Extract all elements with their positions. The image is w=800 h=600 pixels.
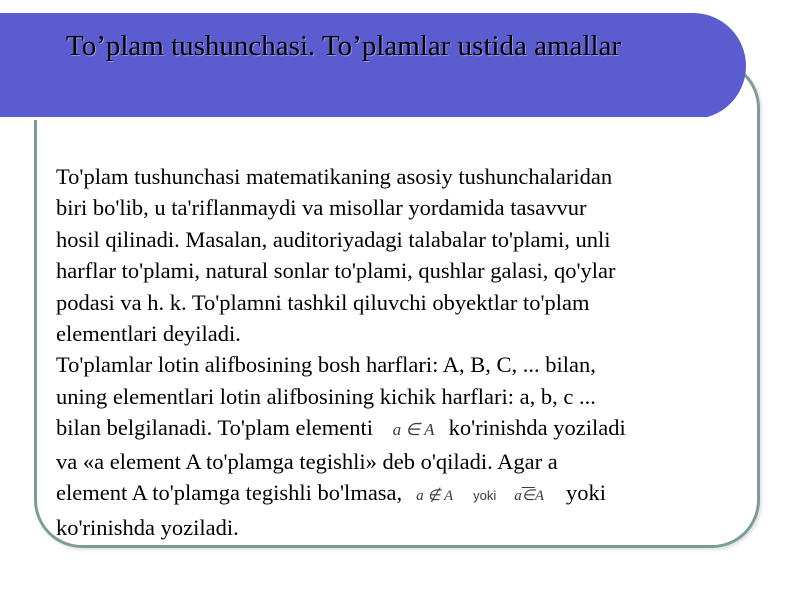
title-underline — [0, 117, 707, 120]
body-line-9-text-before: bilan belgilanadi. To'plam elementi — [56, 415, 379, 441]
body-line-12: ko'rinishda yoziladi. — [56, 515, 239, 541]
body-line-6: elementlari deyiladi. — [56, 321, 241, 347]
membership-formula: a ∈ A — [392, 420, 435, 440]
body-line-7: To'plamlar lotin alifbosining bosh harflari: A, B, C, ... bilan, — [56, 352, 596, 378]
negated-formula-element: a — [514, 488, 522, 505]
formula-yoki-label: yoki — [473, 488, 497, 504]
body-line-11-text-before: element A to'plamga tegishli bo'lmasa, — [56, 480, 403, 506]
negated-formula-set: A — [534, 488, 545, 505]
body-line-4: harflar to'plami, natural sonlar to'plami, qushlar galasi, qo'ylar — [56, 258, 616, 284]
negated-formula-symbol: ∈ — [521, 488, 535, 505]
not-member-formula: a ∉ A — [416, 488, 454, 505]
body-line-9-text-after: ko'rinishda yoziladi — [448, 415, 626, 441]
body-line-10: va «a element A to'plamga tegishli» deb o'qiladi. Agar a — [56, 448, 558, 474]
slide-title: To’plam tushunchasi. To’plamlar ustida amallar — [66, 30, 622, 62]
body-line-9 — [56, 412, 756, 445]
body-line-11-text-after: yoki — [566, 480, 607, 506]
body-line-1: To'plam tushunchasi matematikaning asosiy tushunchalaridan — [56, 164, 613, 189]
body-line-2: biri bo'lib, u ta'riflanmaydi va misollar yordamida tasavvur — [56, 195, 587, 221]
body-line-8: uning elementlari lotin alifbosining kichik harflari: a, b, c ... — [56, 383, 596, 409]
body-line-11 — [56, 477, 756, 512]
title-bar — [0, 13, 746, 119]
body-line-3: hosil qilinadi. Masalan, auditoriyadagi talabalar to'plami, unli — [56, 226, 611, 252]
negated-member-formula — [514, 481, 544, 512]
body-line-5: podasi va h. k. To'plamni tashkil qiluvchi obyektlar to'plam — [56, 289, 590, 315]
body-text — [56, 161, 756, 544]
